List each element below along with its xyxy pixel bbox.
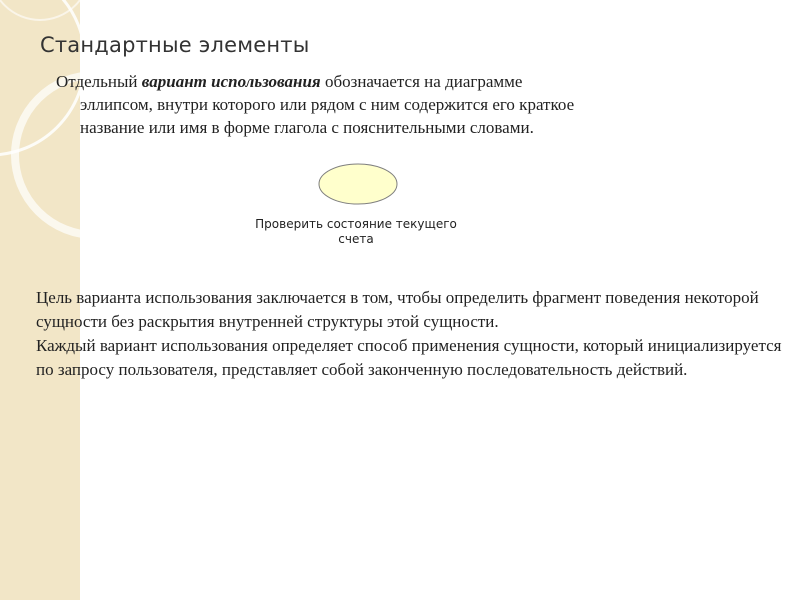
body-paragraph-1: Цель варианта использования заключается в том, чтобы определить фрагмент поведения некоторой сущности без раскрытия внутренней структуры этой сущности. xyxy=(36,288,759,331)
use-case-label xyxy=(232,217,480,247)
slide-title: Стандартные элементы xyxy=(40,33,310,57)
body-paragraph-2: Каждый вариант использования определяет способ применения сущности, который инициализируется по запросу пользователя, представляет собой законченную последовательность действий. xyxy=(36,336,782,379)
body-text xyxy=(36,286,784,382)
intro-text-start: Отдельный xyxy=(56,72,142,91)
intro-line-3: название или имя в форме глагола с пояснительными словами. xyxy=(80,118,534,137)
use-case-label-line-1: Проверить состояние текущего xyxy=(255,217,457,231)
intro-line-2: эллипсом, внутри которого или рядом с ним содержится его краткое xyxy=(80,95,575,114)
use-case-label-line-2: счета xyxy=(338,232,374,246)
intro-text-end: обозначается на диаграмме xyxy=(320,72,523,91)
intro-paragraph xyxy=(56,70,776,139)
use-case-ellipse xyxy=(318,163,398,205)
intro-emphasis: вариант использования xyxy=(141,72,321,91)
